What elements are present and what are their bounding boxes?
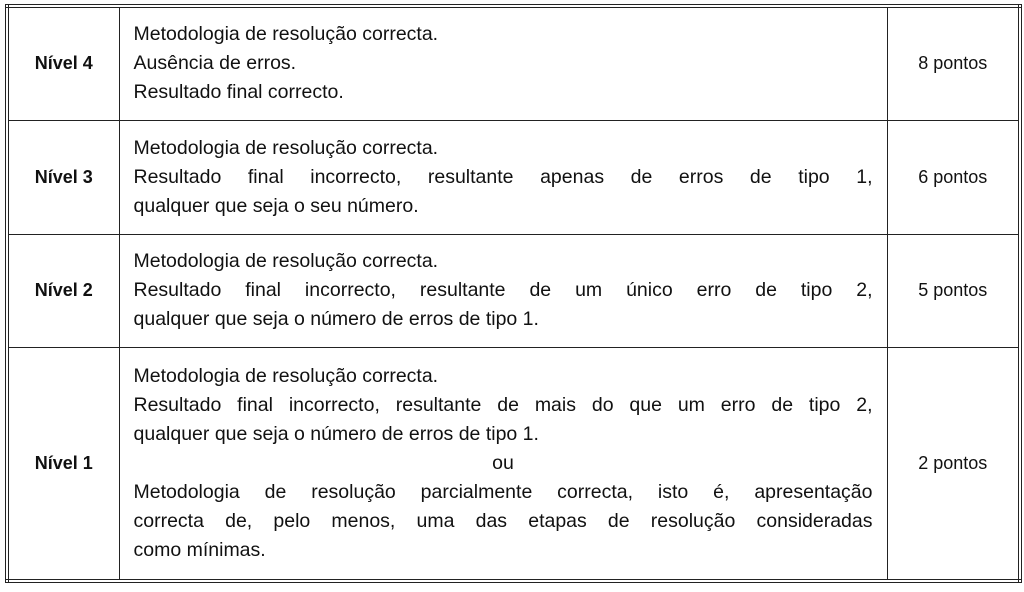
level-description [119, 234, 887, 347]
description-line: correcta de, pelo menos, uma das etapas de resolução consideradas [133, 509, 873, 532]
level-description [119, 347, 887, 581]
level-points: 8 pontos [887, 6, 1020, 120]
level-description [119, 120, 887, 234]
level-description [119, 6, 887, 120]
description-line: Ausência de erros. [133, 52, 297, 75]
table-row-level-2 [7, 234, 1020, 347]
description-line: Metodologia de resolução correcta. [133, 250, 439, 272]
description-line: Metodologia de resolução correcta. [133, 136, 439, 159]
level-points: 6 pontos [887, 120, 1020, 234]
description-line: Resultado final incorrecto, resultante apenas de erros de tipo 1, [133, 165, 873, 188]
table-row-level-1 [7, 347, 1020, 581]
level-label: Nível 3 [7, 120, 119, 234]
description-line: qualquer que seja o número de erros de tipo 1. [133, 308, 539, 330]
level-points: 2 pontos [887, 347, 1020, 581]
description-separator-or: ou [492, 451, 514, 474]
description-line: como mínimas. [133, 538, 266, 561]
description-line: qualquer que seja o número de erros de tipo 1. [133, 422, 539, 445]
level-label: Nível 2 [7, 234, 119, 347]
level-label: Nível 1 [7, 347, 119, 581]
scoring-criteria-table [5, 4, 1022, 583]
table-row-level-4 [7, 6, 1020, 120]
description-line: Metodologia de resolução parcialmente correcta, isto é, apresentação [133, 480, 873, 503]
level-points: 5 pontos [887, 234, 1020, 347]
scoring-table-wrapper [5, 4, 1018, 583]
description-line: Metodologia de resolução correcta. [133, 364, 439, 387]
level-label: Nível 4 [7, 6, 119, 120]
description-line: Metodologia de resolução correcta. [133, 23, 439, 46]
description-line: qualquer que seja o seu número. [133, 194, 419, 217]
description-line: Resultado final incorrecto, resultante de um único erro de tipo 2, [133, 279, 873, 301]
table-row-level-3 [7, 120, 1020, 234]
description-line: Resultado final correcto. [133, 81, 344, 104]
description-line: Resultado final incorrecto, resultante de mais do que um erro de tipo 2, [133, 393, 873, 416]
